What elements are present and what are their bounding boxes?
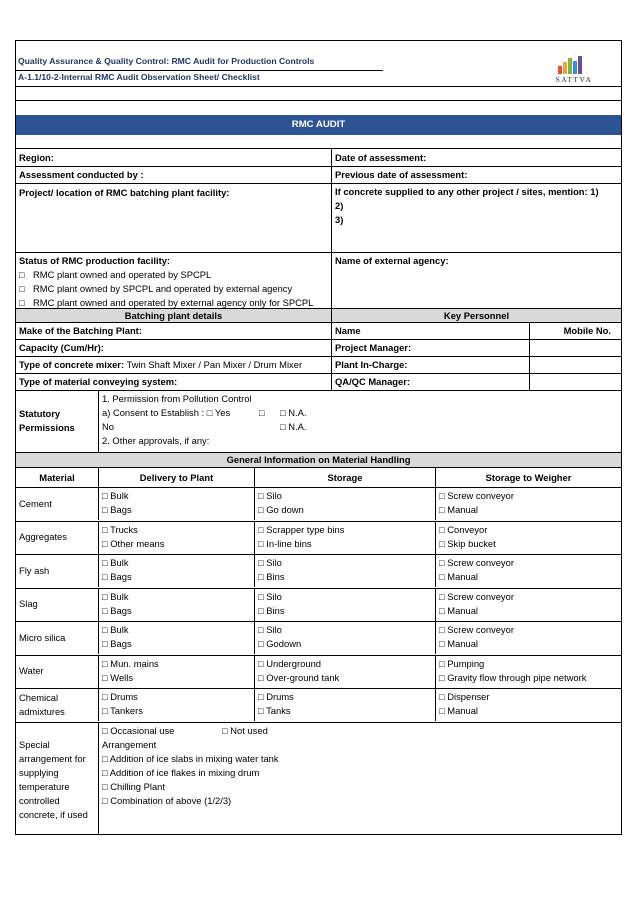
rmc-audit-banner: RMC AUDIT [16,115,621,135]
logo-wordmark: SATTVA [555,75,593,84]
storage-option-checkbox[interactable]: □ Silo [258,590,282,602]
weigher-option-checkbox[interactable]: □ Manual [439,638,479,649]
weigher-options [435,688,621,721]
concrete-mixer-field[interactable]: Type of concrete mixer: Twin Shaft Mixer / Pan Mixer / Drum Mixer [19,359,303,370]
storage-option-checkbox[interactable]: □ Godown [258,638,302,649]
arrangement-option-checkbox[interactable]: □ Combination of above (1/2/3) [102,795,232,806]
arrangement-label: Arrangement [102,739,157,750]
weigher-options [435,655,621,688]
capacity-field[interactable]: Capacity (Cum/Hr): [19,342,104,353]
project-manager-field[interactable]: Project Manager: [331,339,529,356]
previous-date-field[interactable]: Previous date of assessment: [331,166,621,183]
document-title: Quality Assurance & Quality Control: RMC Audit for Production Controls [18,56,315,66]
weigher-option-checkbox[interactable]: □ Screw conveyor [439,590,514,602]
storage-option-checkbox[interactable]: □ Drums [258,691,294,702]
weigher-option-checkbox[interactable]: □ Screw conveyor [439,624,514,635]
usage-options-line [102,724,618,738]
sattva-logo [545,54,603,84]
name-column-header: Name [331,322,529,339]
weigher-option-checkbox[interactable]: □ Dispenser [439,691,490,702]
checkbox-icon[interactable]: □ [19,269,25,280]
material-handling-heading: General Information on Material Handling [16,453,621,467]
mobile-column-header: Mobile No. [529,322,621,339]
material-name: Micro silica [19,631,66,643]
qa-qc-manager-field[interactable]: QA/QC Manager: [331,373,529,390]
supplied-line-2: 2) [335,200,344,211]
special-arrangement-label: Special arrangement for supplying temperature controlled concrete, if used [19,739,88,820]
title-underline [16,70,383,71]
statutory-permissions-label: Statutory Permissions [19,408,75,433]
delivery-options [98,621,254,654]
weigher-option-checkbox[interactable]: □ Screw conveyor [439,557,514,568]
delivery-options [98,487,254,520]
storage-options [254,487,435,520]
storage-option-checkbox[interactable]: □ Silo [258,490,282,501]
supplied-line-1: If concrete supplied to any other project / sites, mention: 1) [335,186,599,197]
document-subtitle: A-1.1/10-2-Internal RMC Audit Observation Sheet/ Checklist [18,72,260,82]
key-personnel-heading: Key Personnel [331,308,621,322]
weigher-options [435,588,621,621]
delivery-option-checkbox[interactable]: □ Bags [102,504,132,515]
delivery-option-checkbox[interactable]: □ Mun. mains [102,657,159,669]
consent-to-establish-line: a) Consent to Establish : □ Yes □ □ N.A. [102,407,307,418]
delivery-option-checkbox[interactable]: □ Bulk [102,590,129,602]
assessment-conducted-field[interactable]: Assessment conducted by : [19,169,144,180]
storage-options [254,621,435,654]
arrangement-option-checkbox[interactable]: □ Addition of ice flakes in mixing drum [102,767,260,778]
statutory-permissions-details [98,390,621,452]
storage-options [254,588,435,621]
weigher-column-header: Storage to Weigher [435,468,621,487]
delivery-column-header: Delivery to Plant [98,468,254,487]
weigher-option-checkbox[interactable]: □ Manual [439,604,479,616]
supplied-line-3: 3) [335,214,344,225]
status-section [16,252,331,308]
material-name: Cement [19,497,52,509]
header-bottom-line [16,100,621,101]
qa-qc-manager-mobile[interactable] [529,373,621,390]
weigher-option-checkbox[interactable]: □ Screw conveyor [439,490,514,501]
plant-in-charge-field[interactable]: Plant In-Charge: [331,356,529,373]
storage-option-checkbox[interactable]: □ Silo [258,557,282,568]
storage-options [254,554,435,587]
material-name: Chemical admixtures [19,691,65,717]
delivery-options [98,554,254,587]
conveying-system-field[interactable]: Type of material conveying system: [19,376,178,387]
delivery-option-checkbox[interactable]: □ Bags [102,571,132,582]
weigher-option-checkbox[interactable]: □ Manual [439,504,479,515]
status-option-1[interactable]: □ RMC plant owned and operated by SPCPL [19,269,212,280]
delivery-option-checkbox[interactable]: □ Trucks [102,523,138,535]
status-option-3[interactable]: □ RMC plant owned and operated by external agency only for SPCPL [19,297,314,308]
header-divider [16,86,621,87]
batching-plant-heading: Batching plant details [16,308,331,322]
weigher-option-checkbox[interactable]: □ Manual [439,705,479,716]
other-approvals-line: 2. Other approvals, if any: [102,435,210,446]
weigher-options [435,554,621,587]
delivery-option-checkbox[interactable]: □ Drums [102,691,138,702]
storage-column-header: Storage [254,468,435,487]
date-of-assessment-field[interactable]: Date of assessment: [331,149,621,166]
storage-option-checkbox[interactable]: □ Tanks [258,705,291,716]
project-manager-mobile[interactable] [529,339,621,356]
storage-option-checkbox[interactable]: □ Go down [258,504,304,515]
checkbox-icon[interactable]: □ [19,283,25,294]
delivery-options [98,688,254,721]
delivery-options [98,588,254,621]
checkbox-icon[interactable]: □ [19,297,25,308]
material-name: Slag [19,598,38,609]
delivery-option-checkbox[interactable]: □ Other means [102,537,165,549]
special-arrangement-options [98,722,621,834]
weigher-option-checkbox[interactable]: □ Conveyor [439,523,488,535]
material-name: Water [19,665,44,676]
arrangement-option-checkbox[interactable]: □ Addition of ice slabs in mixing water tank [102,753,279,764]
consent-no-line: No □ N.A. [102,421,307,432]
delivery-option-checkbox[interactable]: □ Tankers [102,705,143,716]
storage-option-checkbox[interactable]: □ Silo [258,624,282,635]
material-name: Aggregates [19,531,67,542]
delivery-option-checkbox[interactable]: □ Bulk [102,624,129,635]
storage-option-checkbox[interactable]: □ Bins [258,604,285,616]
arrangement-option-checkbox[interactable]: □ Chilling Plant [102,781,165,792]
delivery-option-checkbox[interactable]: □ Bags [102,604,132,616]
occasional-use-checkbox[interactable]: □ Occasional use [102,725,175,736]
storage-options [254,521,435,554]
storage-option-checkbox[interactable]: □ Scrapper type bins [258,523,345,535]
delivery-option-checkbox[interactable]: □ Bulk [102,490,129,501]
material-column-header: Material [39,472,75,483]
external-agency-field[interactable]: Name of external agency: [331,252,621,308]
storage-option-checkbox[interactable]: □ Underground [258,657,321,669]
concrete-supplied-field[interactable] [331,183,621,252]
weigher-option-checkbox[interactable]: □ Manual [439,571,479,582]
material-name: Fly ash [19,564,50,576]
plant-in-charge-mobile[interactable] [529,356,621,373]
weigher-options [435,521,621,554]
storage-options [254,655,435,688]
storage-option-checkbox[interactable]: □ Bins [258,571,285,582]
weigher-options [435,487,621,520]
storage-options [254,688,435,721]
weigher-option-checkbox[interactable]: □ Gravity flow through pipe network [439,671,587,683]
delivery-option-checkbox[interactable]: □ Bags [102,638,132,649]
status-option-2[interactable]: □ RMC plant owned by SPCPL and operated by external agency [19,283,293,294]
status-title: Status of RMC production facility: [19,255,171,266]
pollution-control-line: 1. Permission from Pollution Control [102,393,252,404]
delivery-option-checkbox[interactable]: □ Bulk [102,557,129,568]
weigher-option-checkbox[interactable]: □ Pumping [439,657,485,669]
make-of-plant-field[interactable]: Make of the Batching Plant: [19,325,142,336]
weigher-options [435,621,621,654]
delivery-options [98,521,254,554]
region-field[interactable]: Region: [19,152,54,163]
delivery-options [98,655,254,688]
delivery-option-checkbox[interactable]: □ Wells [102,671,134,683]
storage-option-checkbox[interactable]: □ In-line bins [258,537,312,549]
weigher-option-checkbox[interactable]: □ Skip bucket [439,537,496,549]
project-location-field[interactable]: Project/ location of RMC batching plant facility: [19,187,230,198]
storage-option-checkbox[interactable]: □ Over-ground tank [258,671,340,683]
not-used-checkbox[interactable]: □ Not used [222,725,268,736]
